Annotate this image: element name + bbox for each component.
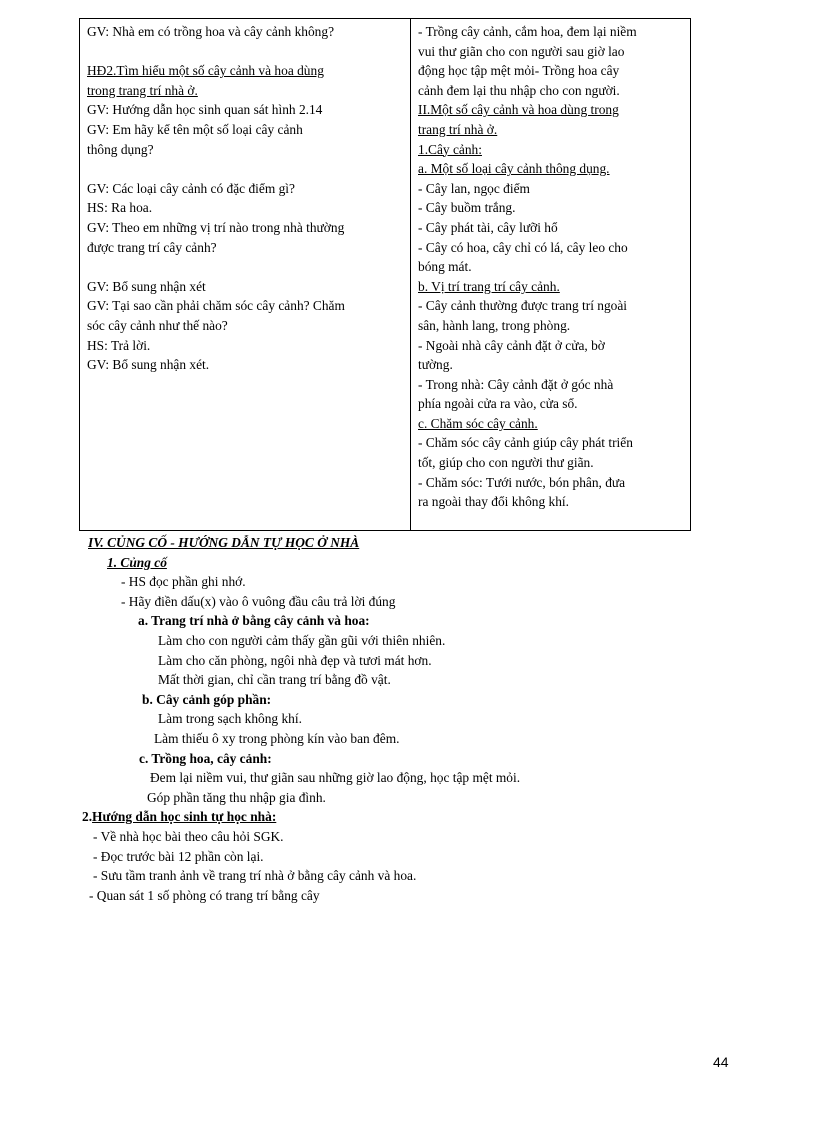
table-right-line: - Cây buồm trắng. [418,200,516,216]
answer-option: Làm thiếu ô xy trong phòng kín vào ban đêm. [154,731,400,746]
answer-option: Đem lại niềm vui, thư giãn sau những giờ lao động, học tập mệt mỏi. [150,770,521,786]
table-right-line: - Ngoài nhà cây cảnh đặt ở cửa, bờ [418,337,605,353]
table-right-line: - Cây lan, ngọc điểm [418,180,530,196]
answer-option: Làm cho căn phòng, ngôi nhà đẹp và tươi mát hơn. [158,652,432,668]
table-right-line: ra ngoài thay đổi không khí. [418,494,569,510]
table-left-line: trong trang trí nhà ở. [87,82,198,98]
table-left-line [87,42,404,62]
table-right-line: tốt, giúp cho con người thư giãn. [418,455,594,471]
list-item: - Hãy điền dấu(x) vào ô vuông đầu câu trả lời đúng [121,593,396,609]
table-left-line [87,159,404,179]
list-item: - HS đọc phần ghi nhớ. [121,574,246,590]
page-number: 44 [713,1054,729,1070]
table-left-line: GV: Các loại cây cảnh có đặc điểm gì? [87,180,295,196]
subsection-label: Hướng dẫn học sinh tự học nhà: [92,809,277,825]
table-left-line: GV: Hướng dẫn học sinh quan sát hình 2.14 [87,102,323,118]
table-right-line: c. Chăm sóc cây cảnh. [418,415,538,431]
question-heading: a. Trang trí nhà ở bằng cây cảnh và hoa: [138,613,370,629]
table-right-line: - Cây phát tài, cây lưỡi hổ [418,219,558,235]
table-left-line: HS: Trả lời. [87,337,151,353]
section-title: IV. CỦNG CỐ - HƯỚNG DẪN TỰ HỌC Ở NHÀ [88,535,360,550]
answer-option: Góp phần tăng thu nhập gia đình. [147,789,326,805]
list-item: - Về nhà học bài theo câu hỏi SGK. [93,829,284,844]
table-right-line: - Trồng cây cảnh, cắm hoa, đem lại niềm [418,24,637,39]
table-right-line: sân, hành lang, trong phòng. [418,317,571,333]
answer-option: Làm trong sạch không khí. [158,711,302,727]
table-right-line: - Cây cảnh thường được trang trí ngoài [418,298,628,314]
list-item: - Đọc trước bài 12 phần còn lại. [93,848,264,864]
table-right-line: cảnh đem lại thu nhập cho con người. [418,82,620,98]
table-right-line: 1.Cây cảnh: [418,141,482,157]
question-heading: c. Trồng hoa, cây cảnh: [139,750,272,766]
subsection-title [82,807,276,827]
table-left-line: sóc cây cảnh như thế nào? [87,317,228,333]
table-right-line: bóng mát. [418,259,472,275]
table-right-line: - Cây có hoa, cây chỉ có lá, cây leo cho [418,239,628,255]
table-right-line: II.Một số cây cảnh và hoa dùng trong [418,102,619,118]
table-right-line: phía ngoài cửa ra vào, cửa sổ. [418,396,578,412]
table-left-line: GV: Bổ sung nhận xét. [87,357,210,373]
subsection-number: 2. [82,809,93,825]
table-left-line: GV: Theo em những vị trí nào trong nhà thường [87,219,345,235]
table-right-line: tường. [418,357,453,373]
table-right-line: - Chăm sóc cây cảnh giúp cây phát triển [418,435,633,451]
table-left-line [87,257,404,277]
subsection-title: 1. Củng cố [107,554,167,570]
table-left-line: HS: Ra hoa. [87,200,153,216]
table-left-line: HĐ2.Tìm hiểu một số cây cảnh và hoa dùng [87,63,324,79]
table-right-line: - Trong nhà: Cây cảnh đặt ở góc nhà [418,376,614,392]
table-right-line: b. Vị trí trang trí cây cảnh. [418,278,560,294]
table-right-line: trang trí nhà ở. [418,121,498,137]
table-right-line: vui thư giãn cho con người sau giờ lao [418,43,625,59]
table-left-line: GV: Bổ sung nhận xét [87,278,206,294]
content-column [411,19,690,530]
list-item: - Quan sát 1 số phòng có trang trí bằng cây [89,887,320,903]
lesson-table [79,18,691,531]
table-left-line: thông dụng? [87,141,154,157]
table-left-line: GV: Em hãy kể tên một số loại cây cảnh [87,121,303,137]
table-left-line: GV: Tại sao cần phải chăm sóc cây cảnh? Chăm [87,298,345,314]
table-right-line: - Chăm sóc: Tưới nước, bón phân, đưa [418,474,626,490]
question-heading: b. Cây cảnh góp phần: [142,691,272,707]
table-right-line: động học tập mệt mỏi- Trồng hoa cây [418,63,620,79]
answer-option: Làm cho con người cảm thấy gần gũi với thiên nhiên. [158,633,446,648]
answer-option: Mất thời gian, chỉ cần trang trí bằng đồ vật. [158,672,391,688]
list-item: - Sưu tầm tranh ảnh về trang trí nhà ở bằng cây cảnh và hoa. [93,868,417,884]
table-right-line: a. Một số loại cây cảnh thông dụng. [418,161,610,177]
table-left-line: được trang trí cây cảnh? [87,239,217,255]
teacher-activity-column [80,19,411,530]
table-left-line: GV: Nhà em có trồng hoa và cây cảnh không? [87,24,335,39]
